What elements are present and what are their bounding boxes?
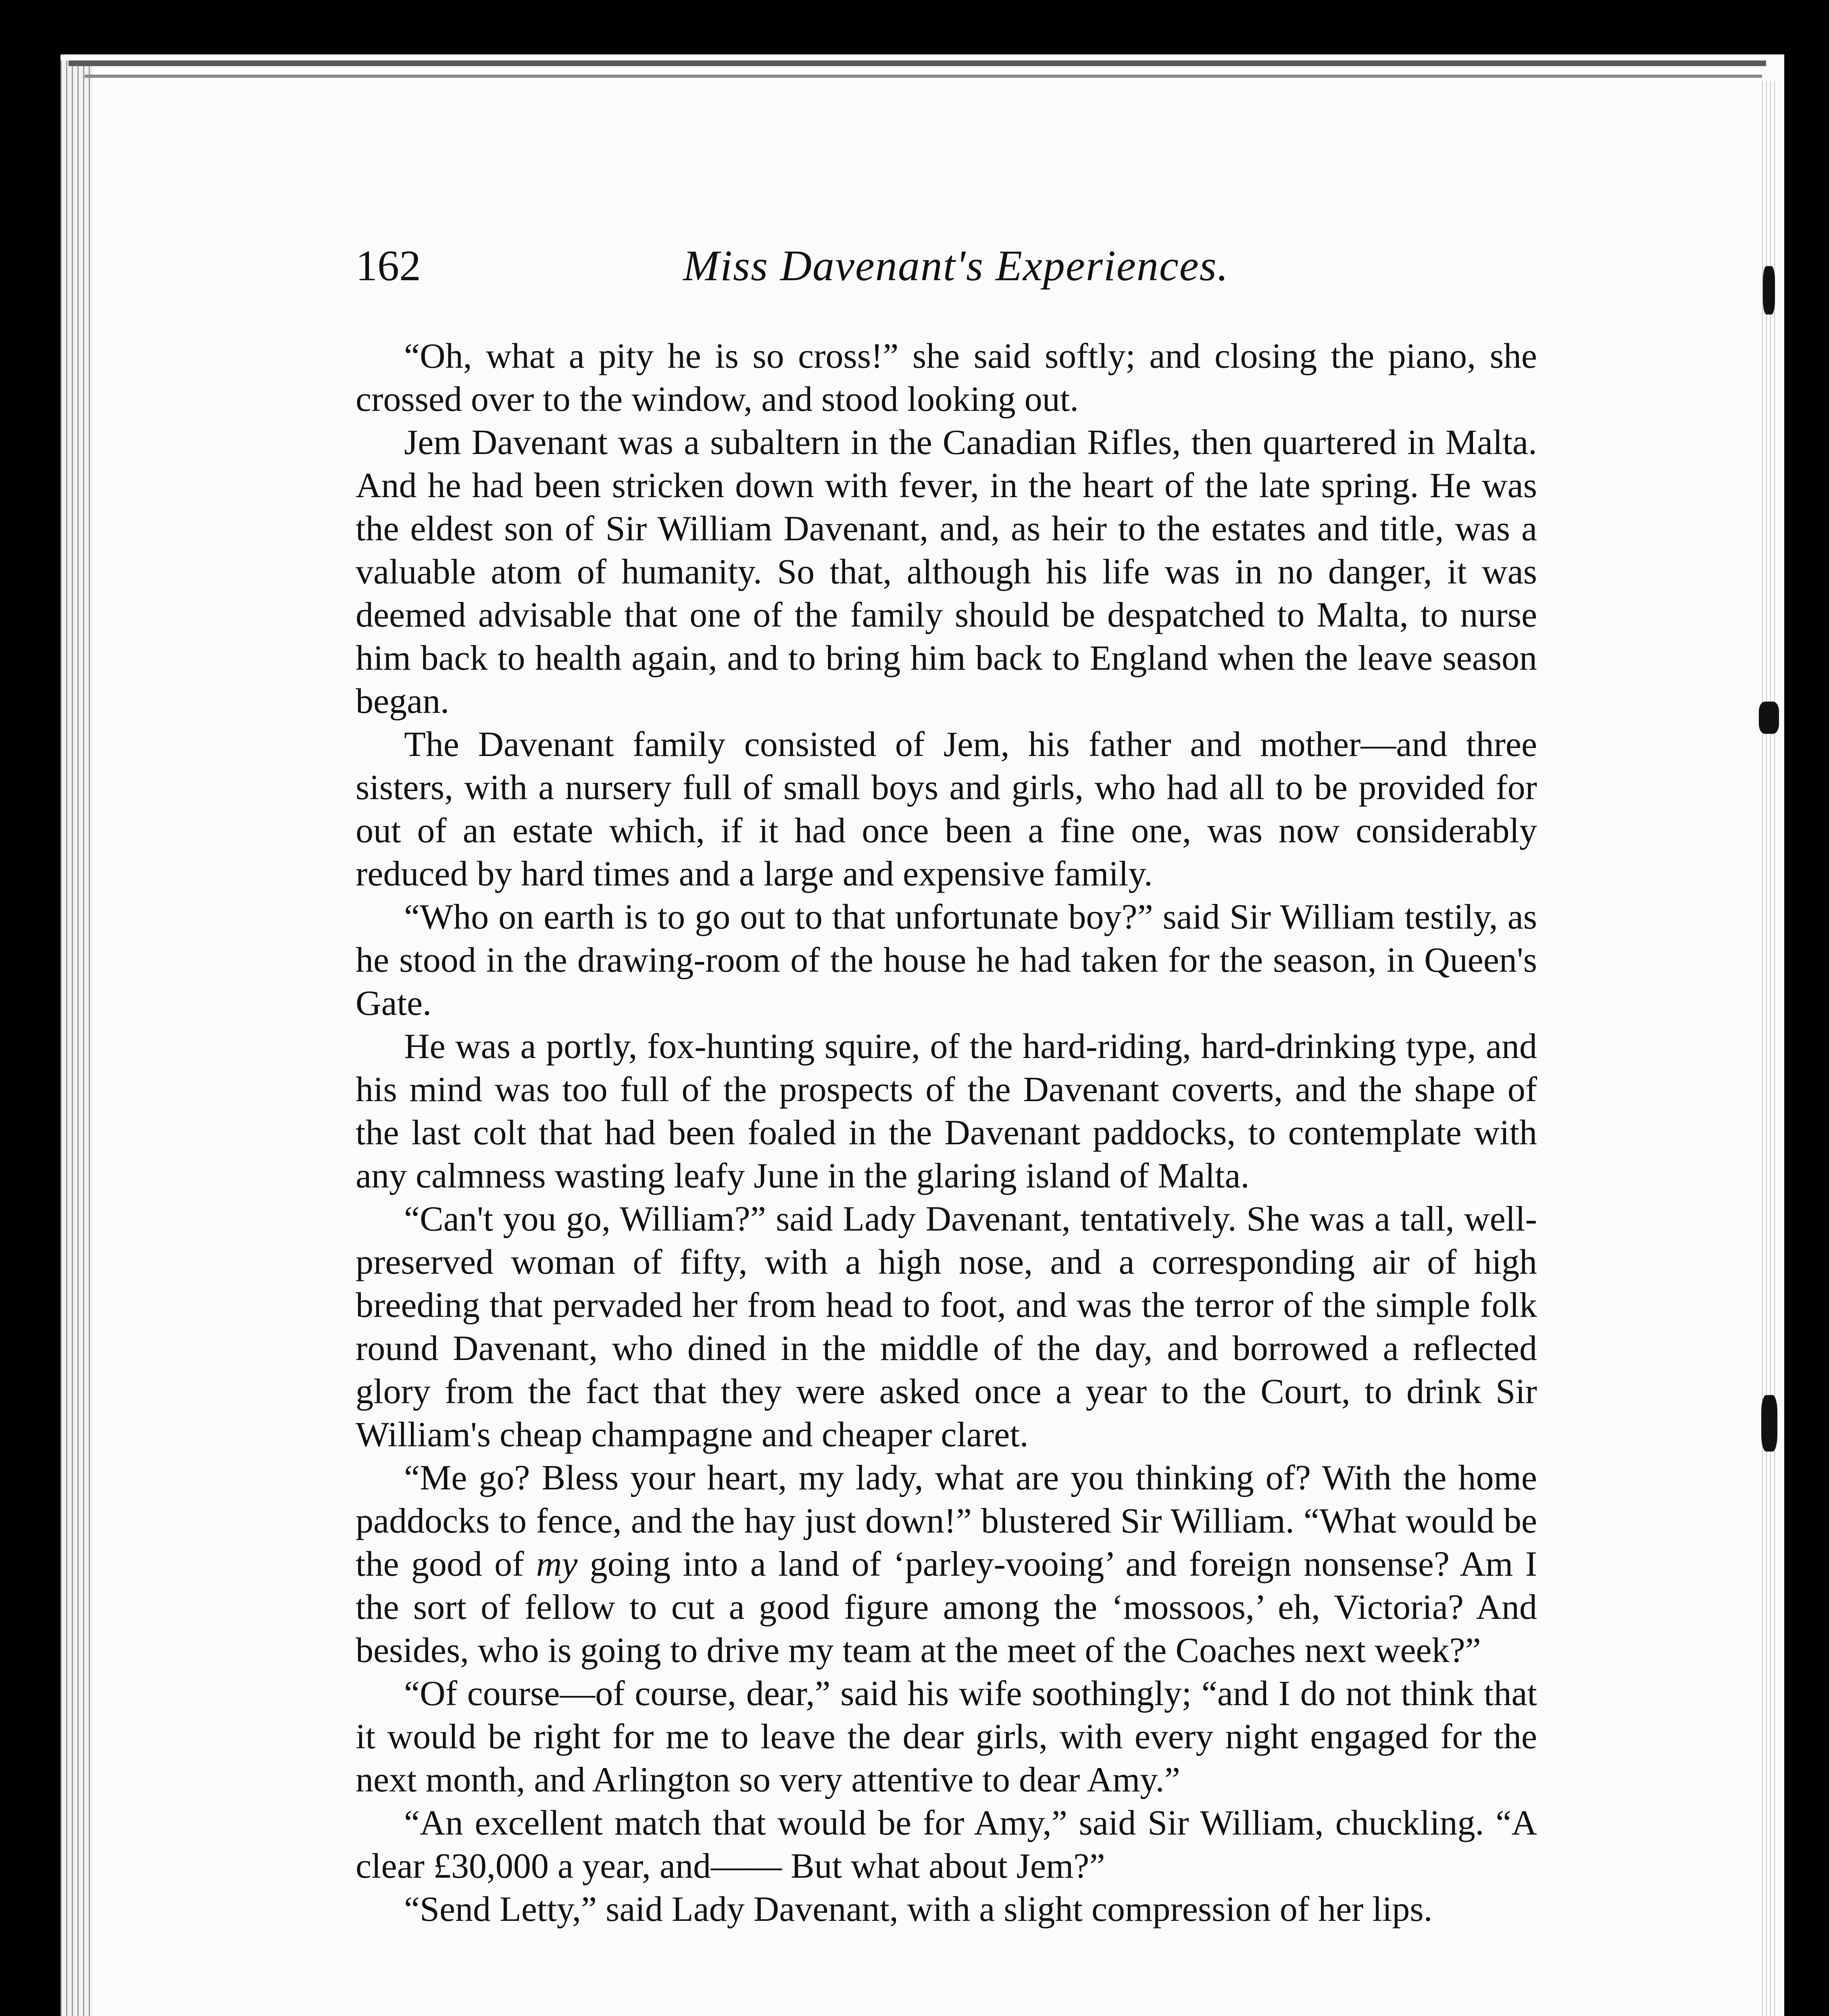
page-edges-left (60, 60, 93, 2016)
page-edges-right (1762, 81, 1778, 2016)
paragraph-text: going into a land of ‘parley-vooing’ and foreign nonsense? Am I the sort of fellow to cut a good figure among the ‘mossoos,’ eh, Victoria? And besides, who is going to drive my team at the meet of the Coaches next week?” (356, 1545, 1537, 1670)
paragraph: Jem Davenant was a subaltern in the Canadian Rifles, then quartered in Malta. And he had been stricken down with fever, in the heart of the late spring. He was the eldest son of Sir William Davenant, and, as heir to the estates and title, was a valuable atom of humanity. So that, although his life was in no danger, it was deemed advisable that one of the family should be despatched to Malta, to nurse him back to health again, and to bring him back to England when the leave season began. (356, 423, 1537, 721)
paragraph: “Can't you go, William?” said Lady Davenant, tentatively. She was a tall, well-preserved woman of fifty, with a high nose, and a corresponding air of high breeding that pervaded her from head to foot, and was the terror of the simple folk round Davenant, who dined in the middle of the day, and borrowed a reflected glory from the fact that they were asked once a year to the Court, to drink Sir William's cheap champagne and cheaper claret. (356, 1200, 1537, 1454)
paragraph: “Send Letty,” said Lady Davenant, with a slight compression of her lips. (404, 1890, 1433, 1929)
running-title: Miss Davenant's Experiences. (683, 242, 1229, 290)
page-edge-top (69, 60, 1766, 66)
page-edge-top-inner (85, 75, 1762, 78)
gutter-mark (1759, 702, 1779, 734)
paragraph: The Davenant family consisted of Jem, his father and mother—and three sisters, with a nursery full of small boys and girls, who had all to be provided for out of an estate which, if it had once been a fine one, was now considerably reduced by hard times and a large and expensive family. (356, 725, 1537, 893)
page-number: 162 (356, 242, 421, 290)
running-header (356, 238, 1537, 294)
paragraph: “Oh, what a pity he is so cross!” she said softly; and closing the piano, she crossed over to the window, and stood looking out. (356, 337, 1537, 419)
paragraph: He was a portly, fox-hunting squire, of the hard-riding, hard-drinking type, and his mind was too full of the prospects of the Davenant coverts, and the shape of the last colt that had been foaled in the Davenant paddocks, to contemplate with any calmness wasting leafy June in the glaring island of Malta. (356, 1027, 1537, 1195)
body-text (356, 335, 1537, 1931)
paragraph-text: “Me go? Bless your heart, my lady, what are you thinking of? With the home paddocks to fence, and the hay just down!” blustered Sir William. “What would be the good of (356, 1458, 1537, 1584)
paragraph: “Who on earth is to go out to that unfortunate boy?” said Sir William testily, as he stood in the drawing-room of the house he had taken for the season, in Queen's Gate. (356, 898, 1537, 1023)
paragraph: “Of course—of course, dear,” said his wife soothingly; “and I do not think that it would be right for me to leave the dear girls, with every night engaged for the next month, and Arlington so very attentive to dear Amy.” (356, 1674, 1537, 1799)
emphasis-text: my (536, 1545, 578, 1584)
paragraph: “An excellent match that would be for Amy,” said Sir William, chuckling. “A clear £30,000 a year, and—— But what about Jem?” (356, 1804, 1537, 1886)
paragraph (356, 1456, 1537, 1672)
gutter-mark (1761, 1395, 1777, 1452)
gutter-mark (1763, 266, 1775, 314)
